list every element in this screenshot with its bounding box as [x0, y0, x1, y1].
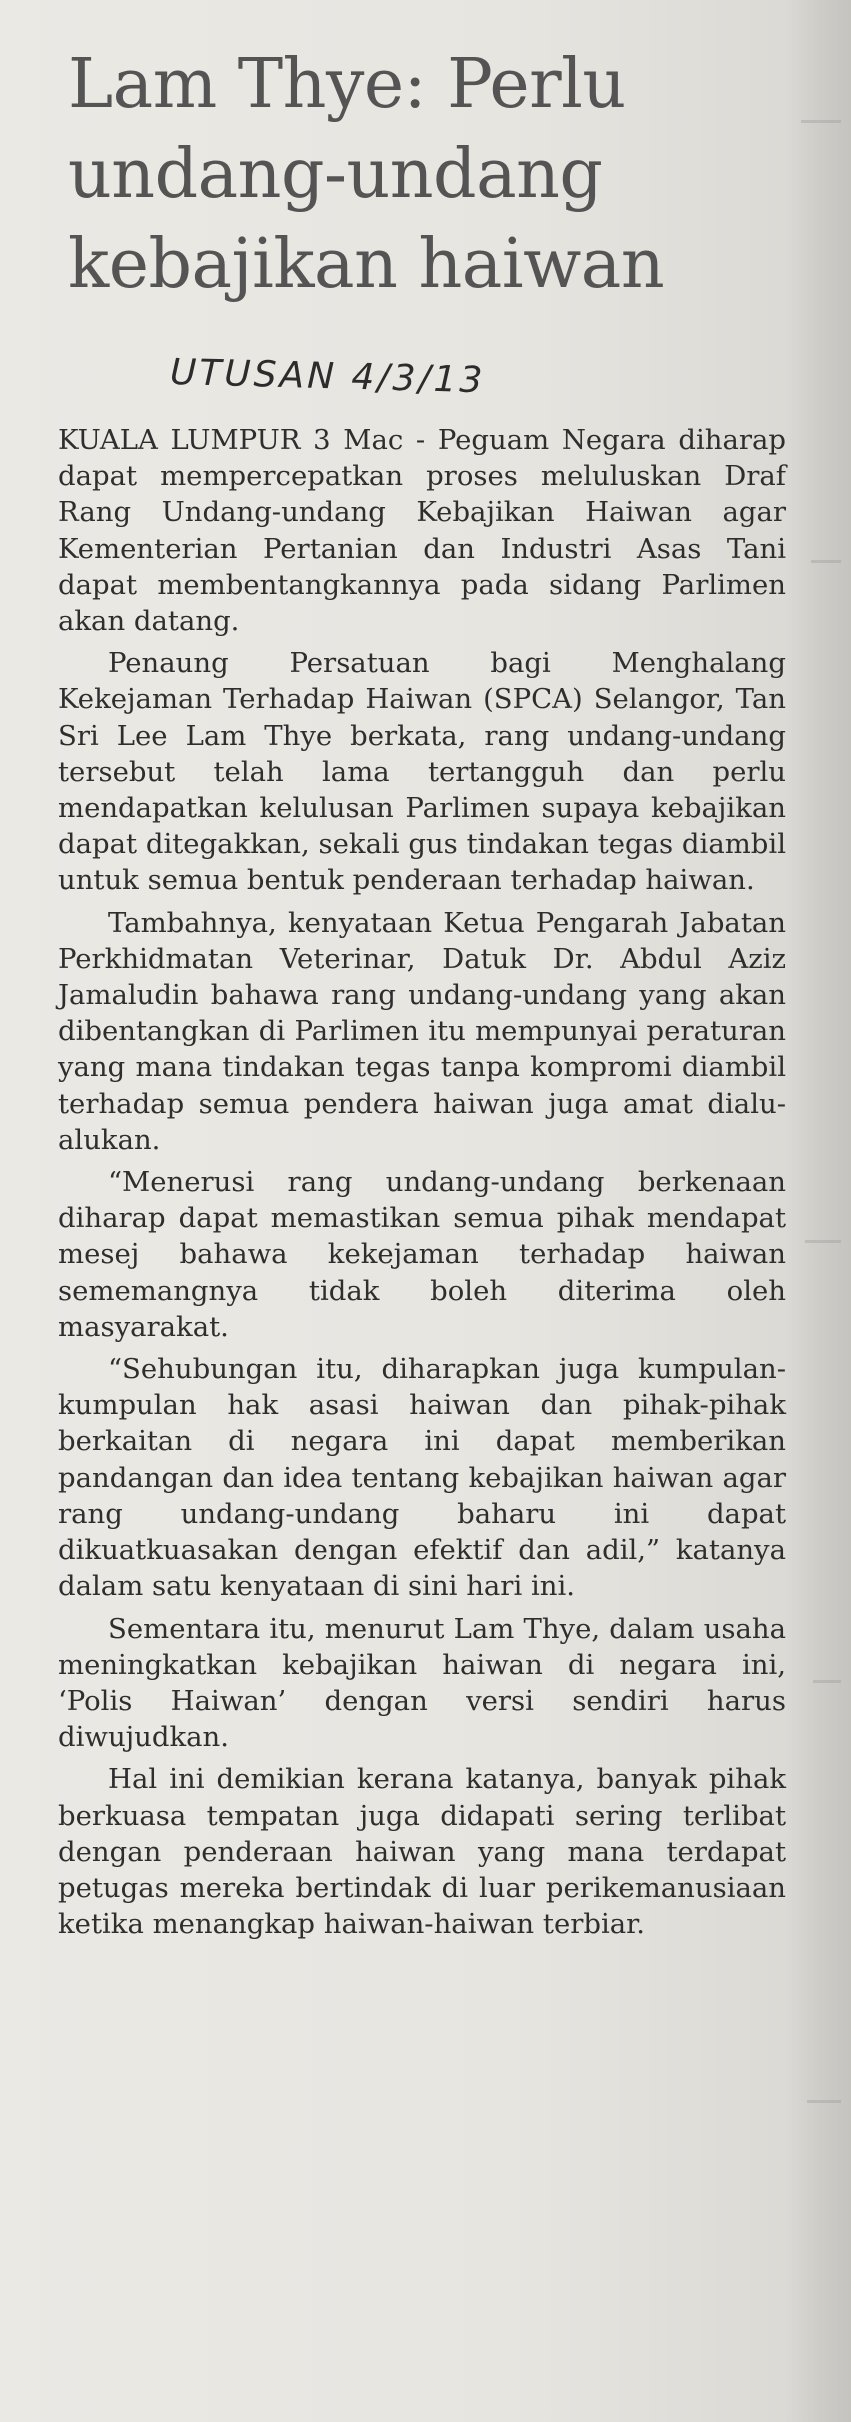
bleed-mark [811, 560, 841, 563]
bleed-mark [813, 1680, 841, 1683]
article-headline: Lam Thye: Perlu undang-undang kebajikan haiwan [68, 45, 665, 304]
article-paragraph-1-text: Peguam Negara diharap dapat mempercepatkan proses meluluskan Draf Rang Undang-undang Kebajikan Haiwan agar Kementerian Pertanian dan Industri Asas Tani dapat membentangkannya pada sidang Parlimen akan datang. [58, 424, 786, 638]
article-body [58, 422, 786, 1948]
article-paragraph-6: Sementara itu, menurut Lam Thye, dalam usaha meningkatkan kebajikan haiwan di negara ini, ‘Polis Haiwan’ dengan versi sendiri harus diwujudkan. [58, 1612, 786, 1754]
bleed-mark [801, 120, 841, 123]
article-paragraph-7: Hal ini demikian kerana katanya, banyak pihak berkuasa tempatan juga didapati sering terlibat dengan penderaan haiwan yang mana terdapat petugas mereka bertindak di luar perikemanusiaan ketika menangkap haiwan-haiwan terbiar. [58, 1763, 786, 1941]
bleed-mark [805, 1240, 841, 1243]
article-paragraph-2: Penaung Persatuan bagi Menghalang Kekejaman Terhadap Haiwan (SPCA) Selangor, Tan Sri Lee Lam Thye berkata, rang undang-undang tersebut telah lama tertangguh dan perlu mendapatkan kelulusan Parlimen supaya kebajikan dapat ditegakkan, sekali gus tindakan tegas diambil untuk semua bentuk penderaan terhadap haiwan. [58, 647, 786, 897]
adjacent-column-bleed [787, 0, 851, 2422]
article-paragraph-4: “Menerusi rang undang-undang berkenaan diharap dapat memastikan semua pihak mendapat mesej bahawa kekejaman terhadap haiwan sememangnya tidak boleh diterima oleh masyarakat. [58, 1166, 786, 1343]
article-dateline: KUALA LUMPUR 3 Mac - [58, 424, 438, 456]
article-paragraph-1 [58, 422, 786, 639]
bleed-mark [807, 2100, 841, 2103]
handwritten-source-date: UTUSAN 4/3/13 [169, 352, 486, 402]
article-paragraph-3: Tambahnya, kenyataan Ketua Pengarah Jabatan Perkhidmatan Veterinar, Datuk Dr. Abdul Aziz Jamaludin bahawa rang undang-undang yang akan dibentangkan di Parlimen itu mempunyai peraturan yang mana tindakan tegas tanpa kompromi diambil terhadap semua pendera haiwan juga amat dialu-alukan. [58, 906, 786, 1156]
article-paragraph-5: “Sehubungan itu, diharapkan juga kumpulan-kumpulan hak asasi haiwan dan pihak-pihak berkaitan di negara ini dapat memberikan pandangan dan idea tentang kebajikan haiwan agar rang undang-undang baharu ini dapat dikuatkuasakan dengan efektif dan adil,” katanya dalam satu kenyataan di sini hari ini. [58, 1353, 786, 1603]
